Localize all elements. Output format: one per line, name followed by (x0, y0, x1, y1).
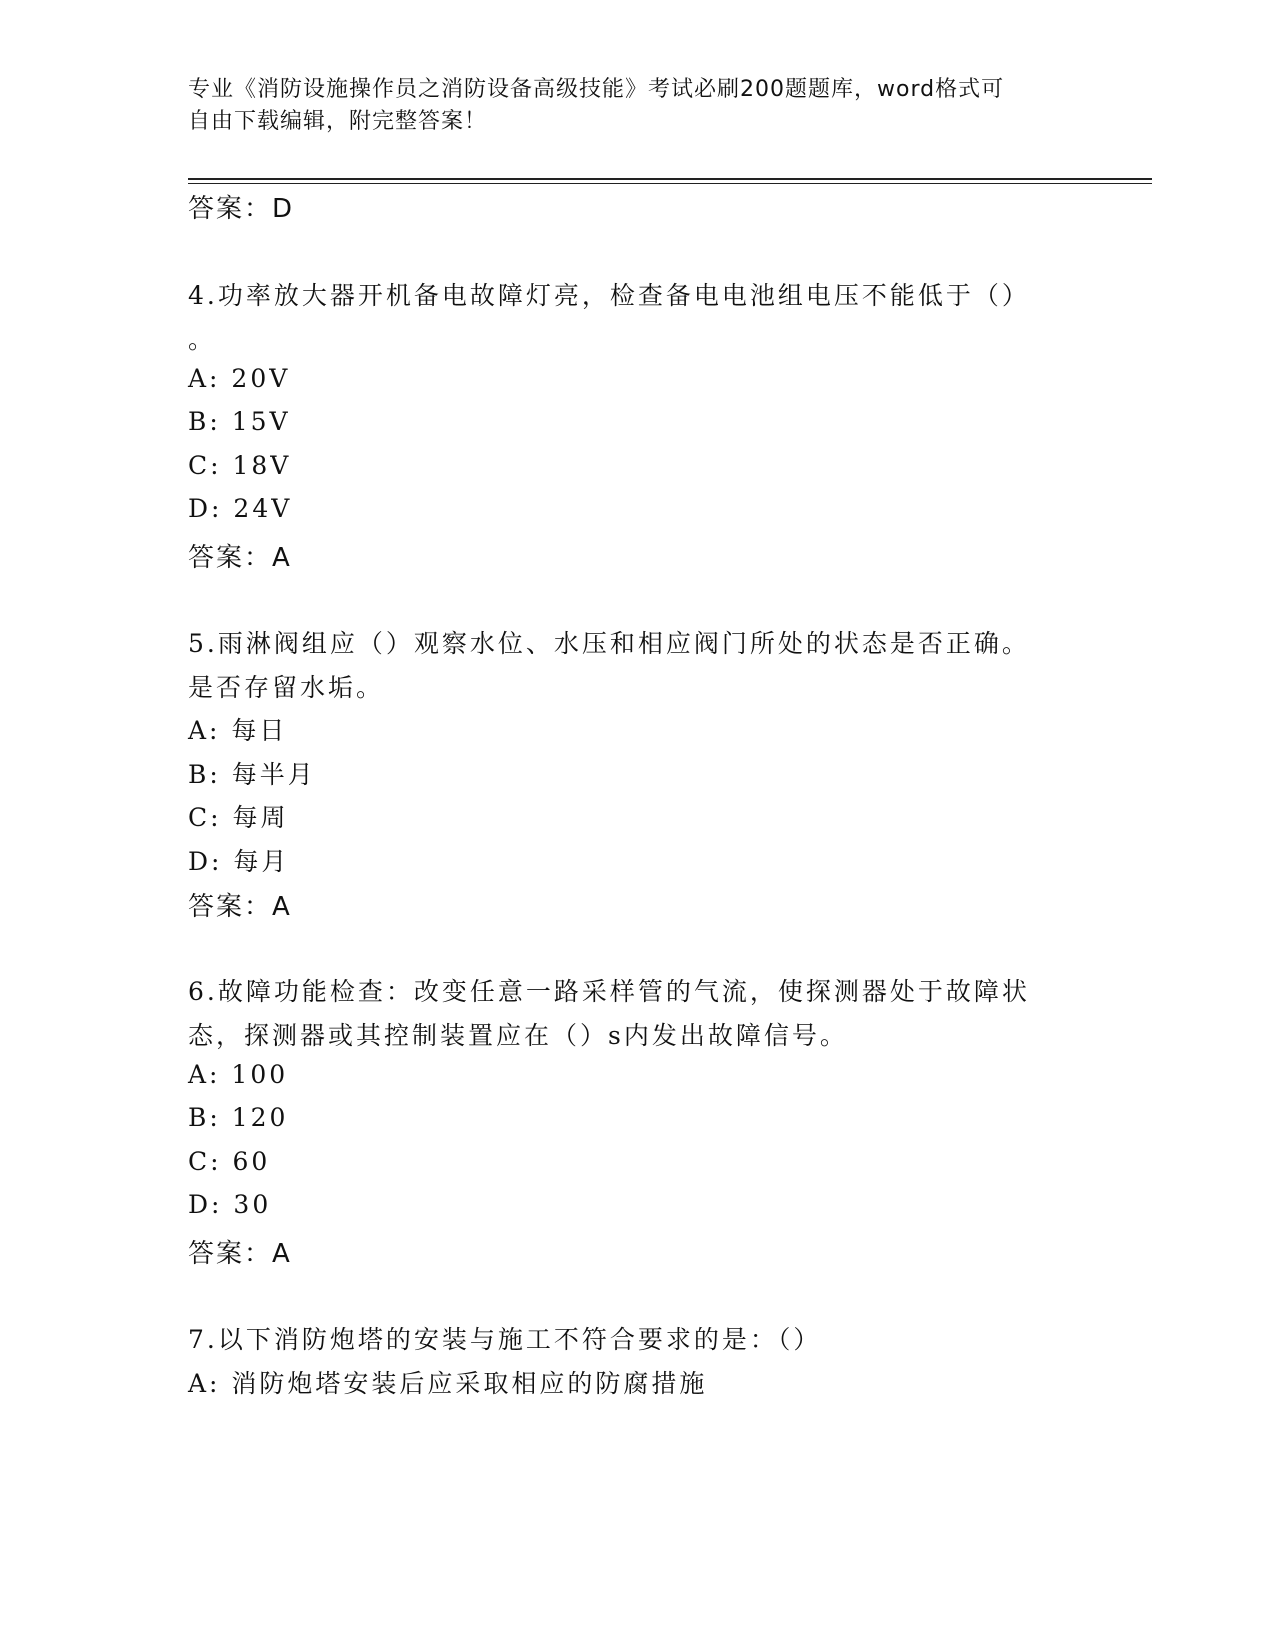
question-5-option-c: C: 每周 (188, 803, 289, 832)
question-6-option-b: B: 120 (188, 1103, 289, 1132)
header-rule-thick (188, 178, 1152, 180)
question-4-option-a: A: 20V (188, 364, 291, 393)
question-7-option-a: A: 消防炮塔安装后应采取相应的防腐措施 (188, 1369, 708, 1398)
question-4-text: 4.功率放大器开机备电故障灯亮，检查备电电池组电压不能低于（） (188, 281, 1030, 310)
header-rule-thin (188, 183, 1152, 184)
answer-q5: 答案：A (188, 892, 292, 922)
question-5-option-b: B: 每半月 (188, 760, 316, 789)
answer-q3: 答案：D (188, 194, 295, 224)
question-4-option-c: C: 18V (188, 451, 292, 480)
answer-q4: 答案：A (188, 543, 292, 573)
question-4-text-cont: 。 (188, 325, 217, 354)
question-4-option-d: D: 24V (188, 494, 293, 523)
question-6-option-c: C: 60 (188, 1147, 271, 1176)
question-6-option-a: A: 100 (188, 1060, 289, 1089)
question-5-option-a: A: 每日 (188, 716, 288, 745)
question-5-text: 5.雨淋阀组应（）观察水位、水压和相应阀门所处的状态是否正确。 (188, 629, 1030, 658)
question-6-text-cont: 态，探测器或其控制装置应在（）s内发出故障信号。 (188, 1021, 848, 1050)
question-4-option-b: B: 15V (188, 407, 291, 436)
answer-q6: 答案：A (188, 1239, 292, 1269)
question-5-text-cont: 是否存留水垢。 (188, 673, 385, 702)
question-5-option-d: D: 每月 (188, 847, 290, 876)
question-6-text: 6.故障功能检查：改变任意一路采样管的气流，使探测器处于故障状 (188, 977, 1030, 1006)
question-7-text: 7.以下消防炮塔的安装与施工不符合要求的是：（） (188, 1325, 822, 1354)
document-header (188, 74, 1068, 138)
question-6-option-d: D: 30 (188, 1190, 272, 1219)
header-line-2: 自由下载编辑，附完整答案！ (188, 109, 488, 134)
header-line-1: 专业《消防设施操作员之消防设备高级技能》考试必刷200题题库，word格式可 (188, 77, 1005, 102)
